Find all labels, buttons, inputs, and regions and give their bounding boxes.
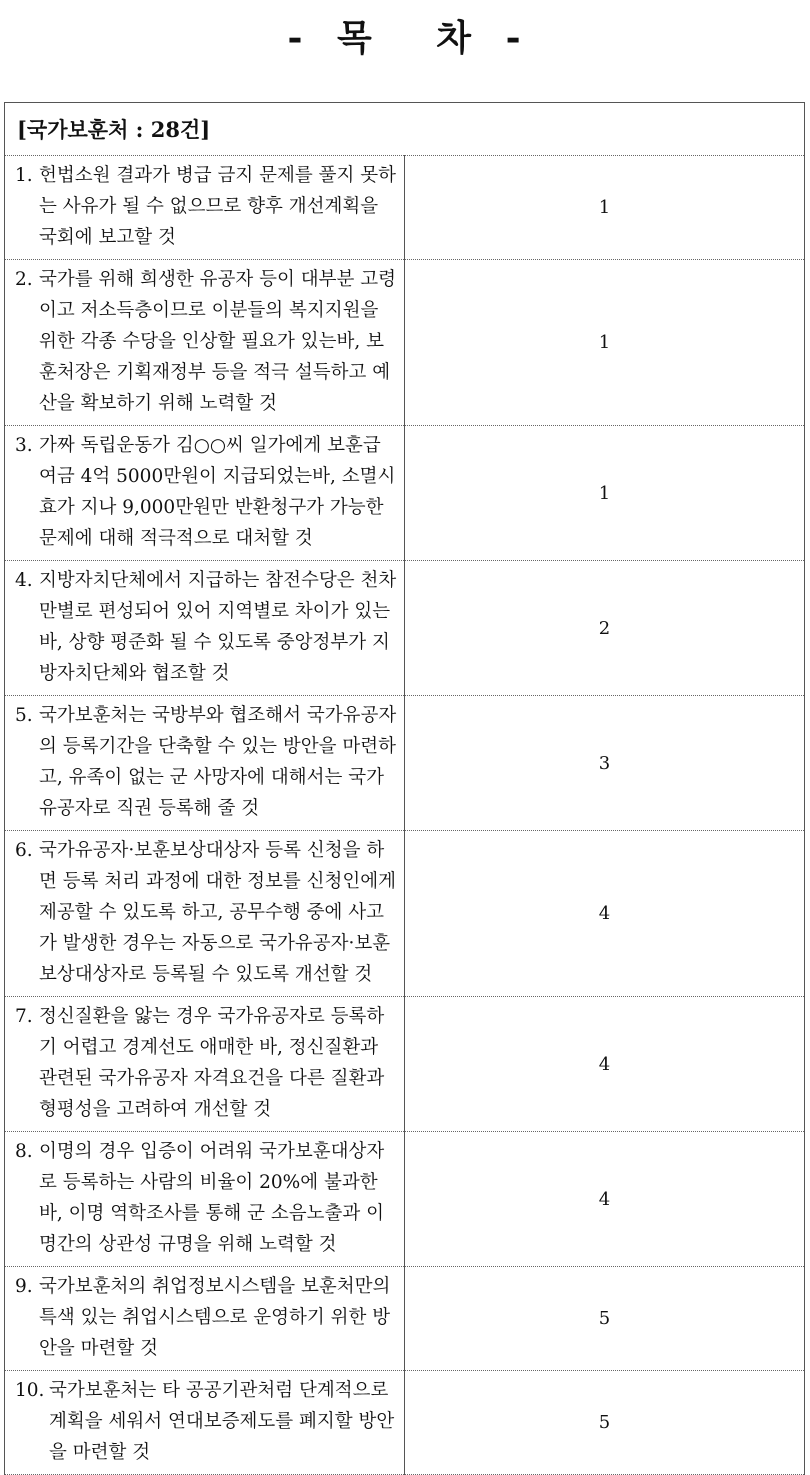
entry-page: 1 [405,156,805,260]
entry-number: 3. [15,435,33,456]
entry-number: 8. [15,1141,33,1162]
toc-entry [11,1001,398,1125]
title-dash-right: - [505,17,523,59]
entry-number: 9. [15,1276,33,1297]
entry-page: 4 [405,1132,805,1267]
title-dash-left: - [287,17,305,59]
toc-entry [11,1375,398,1468]
entry-text: 헌법소원 결과가 병급 금지 문제를 풀지 못하는 사유가 될 수 없으므로 향후 개선계획을 국회에 보고할 것 [39,165,396,248]
entry-text: 국가보훈처의 취업정보시스템을 보훈처만의 특색 있는 취업시스템으로 운영하기 위한 방안을 마련할 것 [39,1276,391,1359]
toc-row [5,1132,805,1267]
toc-row [5,831,805,997]
entry-number: 5. [15,705,33,726]
toc-row [5,1371,805,1475]
toc-table [4,102,805,1475]
entry-number: 4. [15,570,33,591]
toc-row [5,156,805,260]
entry-page: 4 [405,831,805,997]
entry-number: 10. [15,1380,45,1401]
section-header: [국가보훈처 : 28건] [5,103,805,156]
toc-entry [11,835,398,990]
entry-text: 지방자치단체에서 지급하는 참전수당은 천차만별로 편성되어 있어 지역별로 차이가 있는바, 상향 평준화 될 수 있도록 중앙정부가 지방자치단체와 협조할 것 [39,570,397,684]
toc-entry [11,1271,398,1364]
entry-text: 이명의 경우 입증이 어려워 국가보훈대상자로 등록하는 사람의 비율이 20%에 불과한 바, 이명 역학조사를 통해 군 소음노출과 이명간의 상관성 규명을 위해 노력할 것 [39,1141,385,1255]
toc-row [5,1267,805,1371]
entry-page: 4 [405,997,805,1132]
toc-row [5,561,805,696]
entry-page: 1 [405,260,805,426]
entry-text: 가짜 독립운동가 김○○씨 일가에게 보훈급여금 4억 5000만원이 지급되었는바, 소멸시효가 지나 9,000만원만 반환청구가 가능한 문제에 대해 적극적으로 대처할 것 [39,435,396,549]
section-header-row [5,103,805,156]
toc-row [5,997,805,1132]
entry-number: 6. [15,840,33,861]
toc-entry [11,160,398,253]
entry-text: 국가보훈처는 국방부와 협조해서 국가유공자의 등록기간을 단축할 수 있는 방안을 마련하고, 유족이 없는 군 사망자에 대해서는 국가유공자로 직권 등록해 줄 것 [39,705,397,819]
toc-entry [11,430,398,554]
toc-entry [11,565,398,689]
entry-text: 정신질환을 앓는 경우 국가유공자로 등록하기 어렵고 경계선도 애매한 바, 정신질환과 관련된 국가유공자 자격요건을 다른 질환과 형평성을 고려하여 개선할 것 [39,1006,385,1120]
entry-number: 2. [15,269,33,290]
entry-page: 5 [405,1371,805,1475]
title-char-2: 차 [436,17,474,59]
toc-entry [11,264,398,419]
entry-page: 2 [405,561,805,696]
toc-entry [11,700,398,824]
entry-text: 국가유공자·보훈보상대상자 등록 신청을 하면 등록 처리 과정에 대한 정보를 신청인에게 제공할 수 있도록 하고, 공무수행 중에 사고가 발생한 경우는 자동으로 국가유공자·보훈보상대상자로 등록될 수 있도록 개선할 것 [39,840,396,985]
toc-row [5,426,805,561]
entry-number: 1. [15,165,33,186]
entry-page: 5 [405,1267,805,1371]
entry-page: 1 [405,426,805,561]
document-title [0,10,810,60]
toc-row [5,260,805,426]
title-char-1: 목 [336,17,374,59]
toc-row [5,696,805,831]
entry-text: 국가를 위해 희생한 유공자 등이 대부분 고령이고 저소득층이므로 이분들의 복지지원을 위한 각종 수당을 인상할 필요가 있는바, 보훈처장은 기획재정부 등을 적극 설득하고 예산을 확보하기 위해 노력할 것 [39,269,396,414]
entry-text: 국가보훈처는 타 공공기관처럼 단계적으로 계획을 세워서 연대보증제도를 폐지할 방안을 마련할 것 [49,1380,395,1463]
entry-page: 3 [405,696,805,831]
entry-number: 7. [15,1006,33,1027]
toc-entry [11,1136,398,1260]
